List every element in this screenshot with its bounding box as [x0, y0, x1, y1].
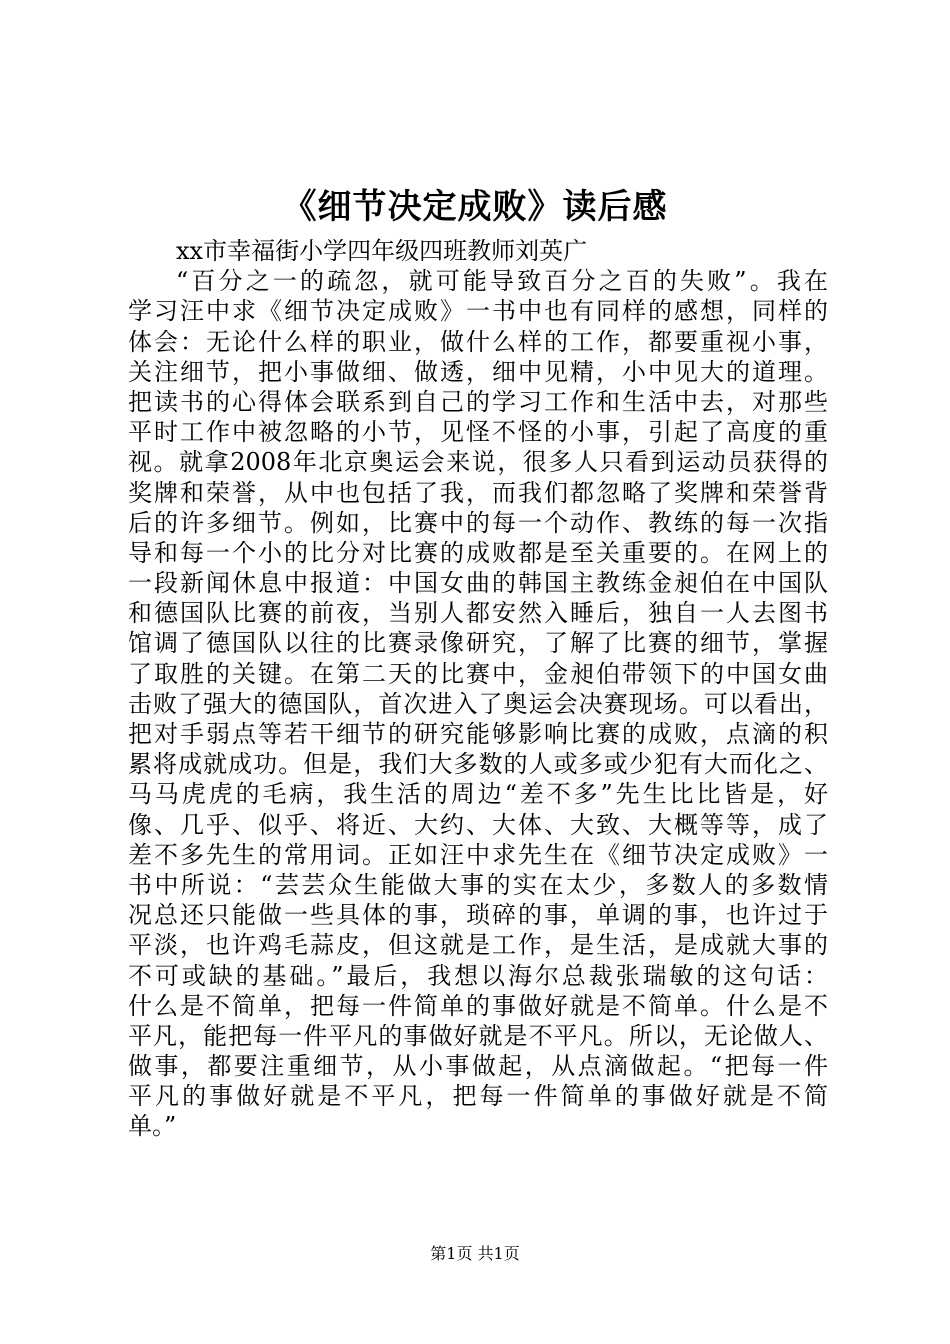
body-line: 导和每一个小的比分对比赛的成败都是至关重要的。在网上的 [128, 538, 828, 567]
body-line: 不可或缺的基础。”最后，我想以海尔总裁张瑞敏的这句话： [128, 961, 828, 990]
body-line: 况总还只能做一些具体的事，琐碎的事，单调的事，也许过于 [128, 901, 828, 930]
body-line: 视。就拿2008年北京奥运会来说，很多人只看到运动员获得的 [128, 448, 828, 477]
body-line: 做事，都要注重细节，从小事做起，从点滴做起。“把每一件 [128, 1052, 828, 1081]
body-line: 差不多先生的常用词。正如汪中求先生在《细节决定成败》一 [128, 840, 828, 869]
body-line: 馆调了德国队以往的比赛录像研究，了解了比赛的细节，掌握 [128, 629, 828, 658]
body-line: 平凡的事做好就是不平凡，把每一件简单的事做好就是不简 [128, 1082, 828, 1111]
body-line: 击败了强大的德国队，首次进入了奥运会决赛现场。可以看出， [128, 689, 828, 718]
body-line: 把对手弱点等若干细节的研究能够影响比赛的成败，点滴的积 [128, 720, 828, 748]
document-title: 《细节决定成败》读后感 [282, 187, 668, 227]
body-line: 后的许多细节。例如，比赛中的每一个动作、教练的每一次指 [128, 508, 828, 537]
body-line: 像、几乎、似乎、将近、大约、大体、大致、大概等等，成了 [128, 810, 828, 839]
author-line: xx市幸福街小学四年级四班教师刘英广 [176, 237, 588, 265]
body-line: 奖牌和荣誉，从中也包括了我，而我们都忽略了奖牌和荣誉背 [128, 478, 828, 507]
page-footer: 第1页 共1页 [430, 1244, 520, 1263]
body-line: 和德国队比赛的前夜，当别人都安然入睡后，独自一人去图书 [128, 599, 828, 628]
body-line: 累将成就成功。但是，我们大多数的人或多或少犯有大而化之、 [128, 750, 828, 779]
body-line: 马马虎虎的毛病，我生活的周边“差不多”先生比比皆是，好 [128, 780, 828, 809]
body-line: 平淡，也许鸡毛蒜皮，但这就是工作，是生活，是成就大事的 [128, 931, 828, 960]
body-line: 了取胜的关键。在第二天的比赛中，金昶伯带领下的中国女曲 [128, 659, 828, 688]
body-line: 单。” [128, 1112, 177, 1141]
body-line: 平时工作中被忽略的小节，见怪不怪的小事，引起了高度的重 [128, 418, 828, 447]
body-line: 体会：无论什么样的职业，做什么样的工作，都要重视小事， [128, 327, 828, 356]
document-body [128, 236, 828, 1142]
body-line: 什么是不简单，把每一件简单的事做好就是不简单。什么是不 [128, 991, 828, 1020]
body-line: 平凡，能把每一件平凡的事做好就是不平凡。所以，无论做人、 [128, 1021, 828, 1050]
body-line: 关注细节，把小事做细、做透，细中见精，小中见大的道理。 [128, 357, 828, 386]
body-line: 把读书的心得体会联系到自己的学习工作和生活中去，对那些 [128, 387, 828, 416]
body-line: 一段新闻休息中报道：中国女曲的韩国主教练金昶伯在中国队 [128, 569, 828, 598]
body-line: 学习汪中求《细节决定成败》一书中也有同样的感想，同样的 [128, 297, 828, 326]
body-line: “百分之一的疏忽，就可能导致百分之百的失败”。我在 [176, 267, 828, 296]
body-line: 书中所说：“芸芸众生能做大事的实在太少，多数人的多数情 [128, 870, 828, 899]
